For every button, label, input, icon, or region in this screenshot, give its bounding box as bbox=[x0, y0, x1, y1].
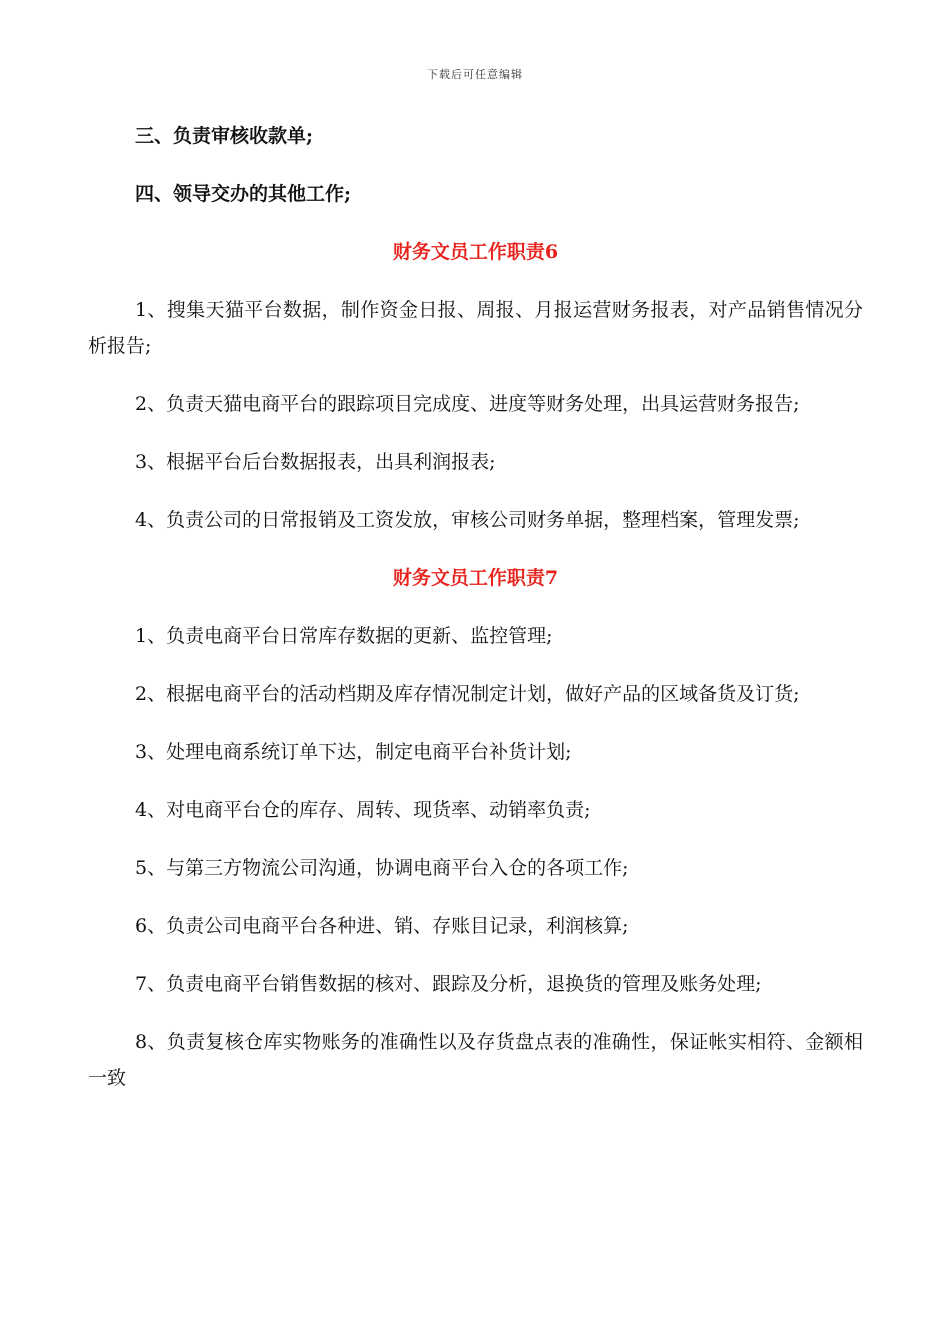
section-7-item-1: 1、负责电商平台日常库存数据的更新、监控管理; bbox=[135, 625, 553, 647]
section-7-item-6: 6、负责公司电商平台各种进、销、存账目记录，利润核算; bbox=[135, 915, 629, 937]
top-item-4: 四、领导交办的其他工作; bbox=[135, 183, 352, 205]
section-6-title: 财务文员工作职责6 bbox=[392, 241, 559, 263]
section-6-item-2: 2、负责天猫电商平台的跟踪项目完成度、进度等财务处理，出具运营财务报告; bbox=[135, 393, 800, 415]
section-7-item-7: 7、负责电商平台销售数据的核对、跟踪及分析，退换货的管理及账务处理; bbox=[135, 973, 762, 995]
section-7-item-8: 8、负责复核仓库实物账务的准确性以及存货盘点表的准确性，保证帐实相符、金额相一致 bbox=[88, 1031, 863, 1089]
document-body bbox=[88, 118, 863, 1118]
top-item-3: 三、负责审核收款单; bbox=[135, 125, 314, 147]
header-note: 下载后可任意编辑 bbox=[427, 68, 523, 81]
section-6-item-1: 1、搜集天猫平台数据，制作资金日报、周报、月报运营财务报表，对产品销售情况分析报告; bbox=[88, 299, 863, 357]
section-7-item-4: 4、对电商平台仓的库存、周转、现货率、动销率负责; bbox=[135, 799, 591, 821]
section-7-item-2: 2、根据电商平台的活动档期及库存情况制定计划，做好产品的区域备货及订货; bbox=[135, 683, 800, 705]
section-7-item-5: 5、与第三方物流公司沟通，协调电商平台入仓的各项工作; bbox=[135, 857, 629, 879]
section-6-item-3: 3、根据平台后台数据报表，出具利润报表; bbox=[135, 451, 496, 473]
section-7-item-3: 3、处理电商系统订单下达，制定电商平台补货计划; bbox=[135, 741, 572, 763]
section-6-item-4: 4、负责公司的日常报销及工资发放，审核公司财务单据，整理档案，管理发票; bbox=[135, 509, 800, 531]
section-7-title: 财务文员工作职责7 bbox=[392, 567, 559, 589]
